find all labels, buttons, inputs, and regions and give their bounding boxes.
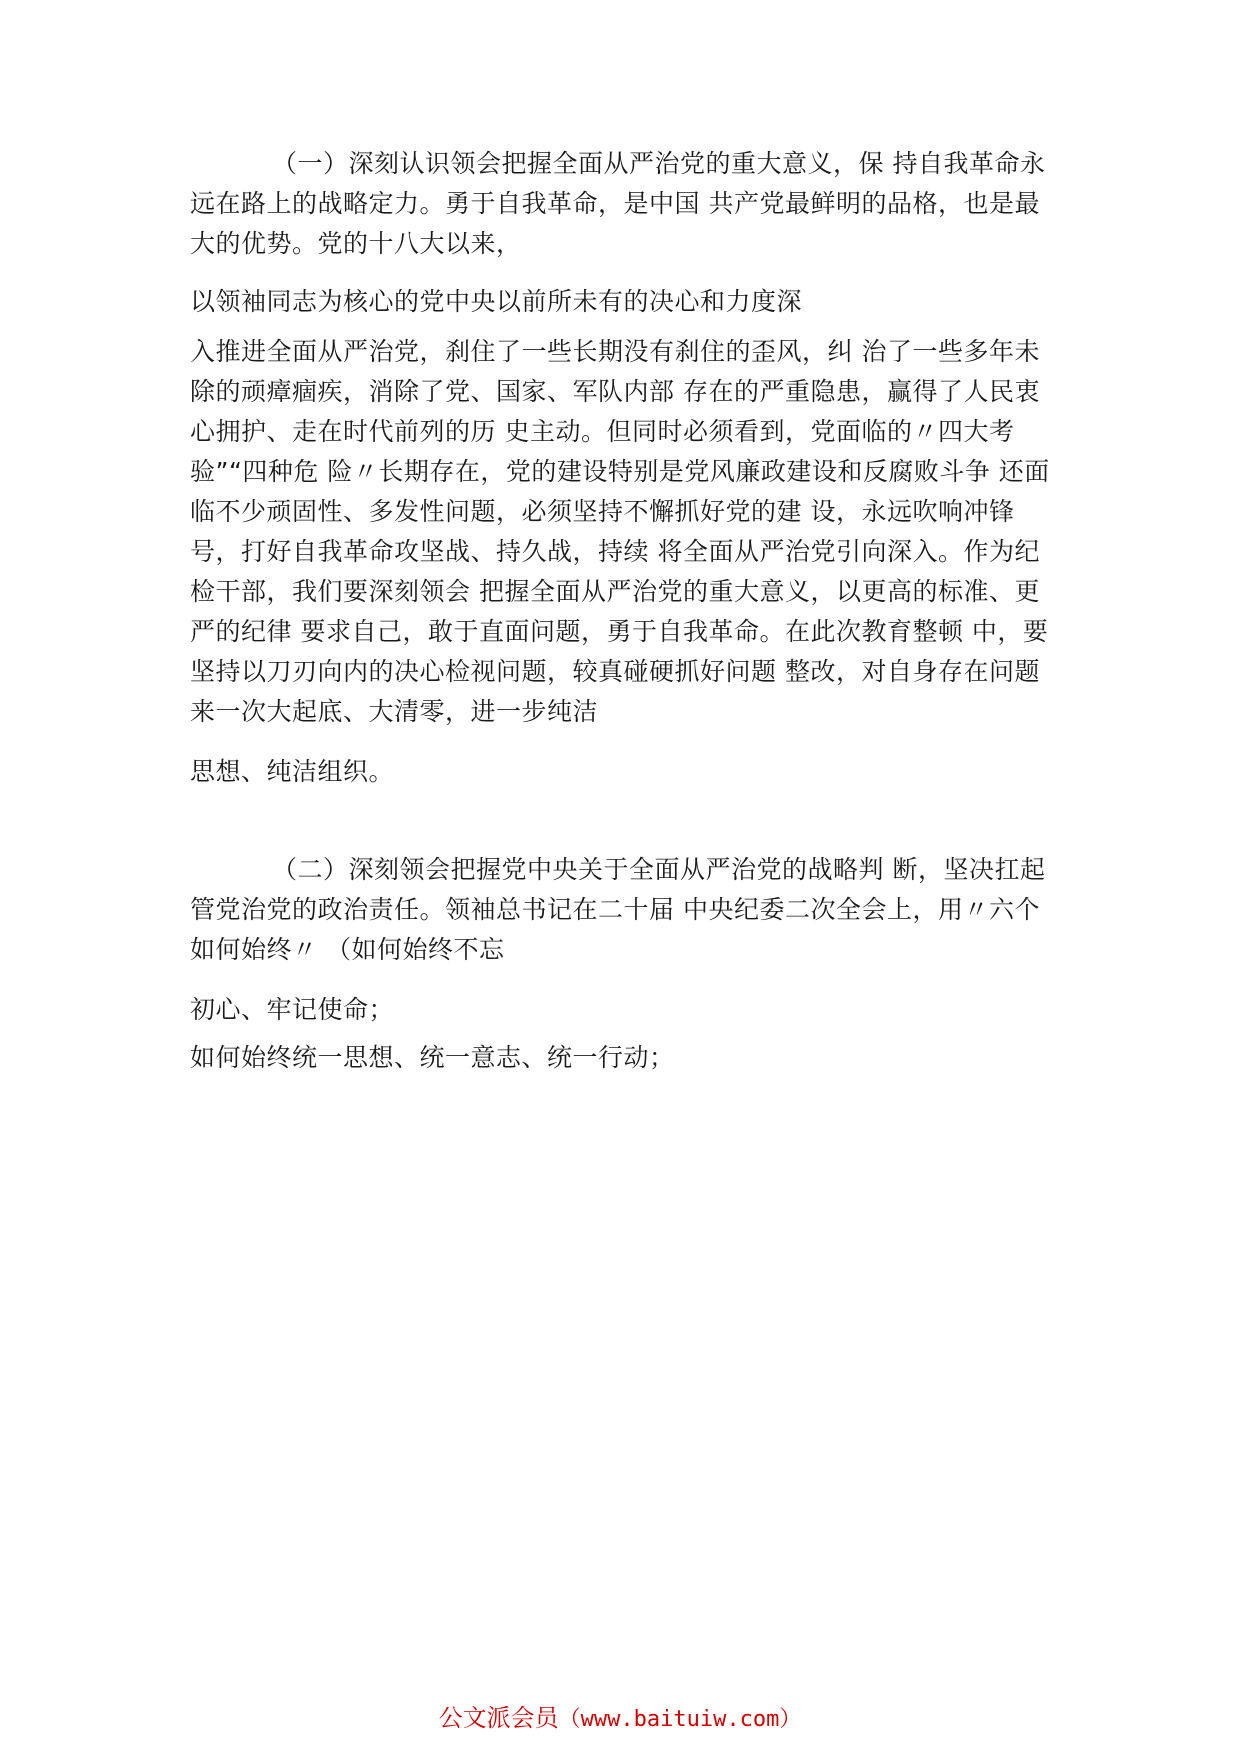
paragraph-party-center: 以领袖同志为核心的党中央以前所未有的决心和力度深	[190, 287, 803, 316]
paragraph-section-two-intro: （二）深刻领会把握党中央关于全面从严治党的战略判 断，坚决扛起管党治党的政治责任。领袖总书记在二十届 中央纪委二次全会上，用〃六个如何始终〃 （如何始终不忘	[190, 855, 1046, 964]
footer-brand: 公文派会员	[438, 1704, 559, 1732]
paragraph-original-aspiration: 初心、牢记使命；	[190, 995, 395, 1024]
footer-watermark	[0, 1700, 1240, 1738]
paragraph-strict-governance: 入推进全面从严治党，刹住了一些长期没有刹住的歪风，纠 治了一些多年未除的顽瘴痼疾，消除了党、国家、军队内部 存在的严重隐患，赢得了人民衷心拥护、走在时代前列的历 史主动。但同时必须看到，党面临的〃四大考验”“四种危 险〃长期存在，党的建设特别是党风廉政建设和反腐败斗争 还面临不少顽固性、多发性问题，必须坚持不懈抓好党的建 设，永远吹响冲锋号，打好自我革命攻坚战、持久战，持续 将全面从严治党引向深入。作为纪检干部，我们要深刻领会 把握全面从严治党的重大意义，以更高的标准、更严的纪律 要求自己，敢于直面问题，勇于自我革命。在此次教育整顿 中，要坚持以刀刃向内的决心检视问题，较真碰硬抓好问题 整改，对自身存在问题来一次大起底、大清零，进一步纯洁	[190, 337, 1050, 726]
paragraph-section-one-intro: （一）深刻认识领会把握全面从严治党的重大意义，保 持自我革命永远在路上的战略定力。勇于自我革命，是中国 共产党最鲜明的品格，也是最大的优势。党的十八大以来，	[190, 149, 1046, 258]
paragraph-unify-thought: 如何始终统一思想、统一意志、统一行动；	[190, 1043, 675, 1072]
paragraph-purify-organization: 思想、纯洁组织。	[190, 757, 395, 786]
footer-url[interactable]: （www.baituiw.com）	[558, 1707, 802, 1732]
